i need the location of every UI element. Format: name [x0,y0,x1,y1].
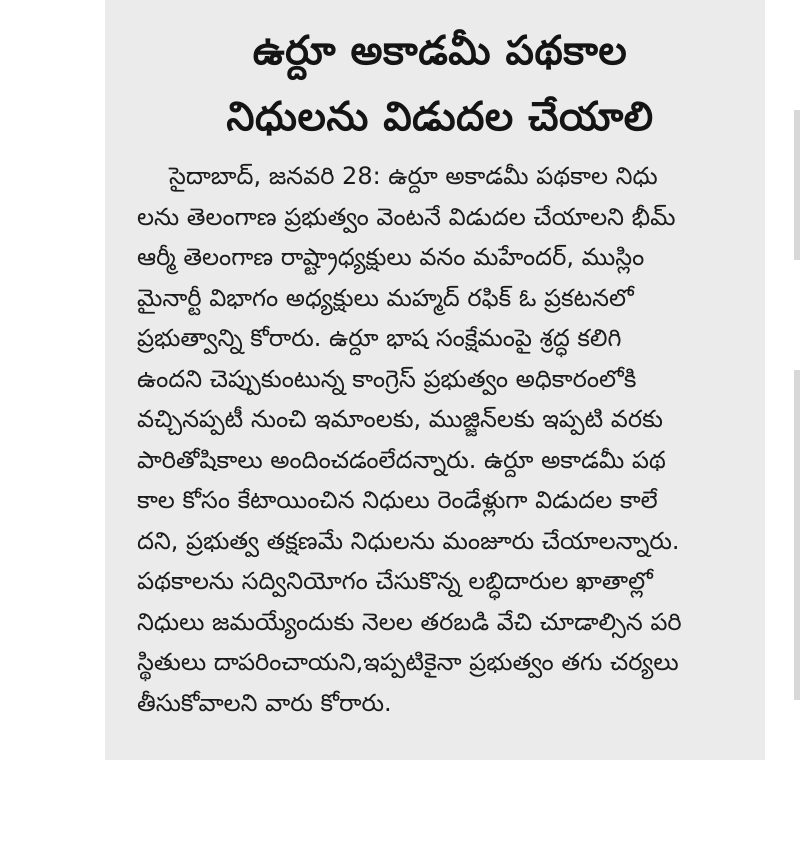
headline-line-1: ఉర్దూ అకాడమీ పథకాల [252,28,628,74]
body-line: సైదాబాద్, జనవరి 28: ఉర్దూ అకాడమీ పథకాల నిధు [169,162,658,190]
body-line: కాల కోసం కేటాయించిన నిధులు రెండేళ్లుగా విడుదల కాలే [137,486,658,514]
news-clipping [105,0,765,760]
body-line: దని, ప్రభుత్వ తక్షణమే నిధులను మంజూరు చేయాలన్నారు. [137,526,680,555]
body-line: స్థితులు దాపరించాయని,ఇప్పటికైనా ప్రభుత్వం తగు చర్యలు [137,648,679,676]
body-line: ఆర్మీ తెలంగాణ రాష్ట్రాధ్యక్షులు వనం మహేందర్, ముస్లిం [137,243,645,271]
article-body [137,156,743,723]
body-line: ప్రభుత్వాన్ని కోరారు. ఉర్దూ భాష సంక్షేమంపై శ్రద్ధ కలిగి [137,324,622,352]
body-line: పథకాలను సద్వినియోగం చేసుకొన్న లబ్ధిదారుల ఖాతాల్లో [137,567,653,595]
page-edge-mark [794,110,800,260]
body-line: మైనార్టీ విభాగం అధ్యక్షులు మహ్మద్ రఫిక్ ఓ ప్రకటనలో [137,283,634,312]
body-line: వచ్చినప్పటీ నుంచి ఇమాంలకు, ముజ్జిన్‌లకు ఇప్పటి వరకు [137,405,663,433]
headline-line-2: నిధులను విడుదల చేయాలి [226,94,654,140]
body-line: తీసుకోవాలని వారు కోరారు. [137,688,392,717]
body-line: లను తెలంగాణ ప్రభుత్వం వెంటనే విడుదల చేయాలని భీమ్ [137,202,676,231]
page-edge-mark [794,370,800,700]
headline [137,18,743,150]
body-line: ఉందని చెప్పుకుంటున్న కాంగ్రెస్ ప్రభుత్వం అధికారంలోకి [137,364,637,393]
body-line: పారితోషికాలు అందించడంలేదన్నారు. ఉర్దూ అకాడమీ పథ [137,445,666,474]
body-line: నిధులు జమయ్యేందుకు నెలల తరబడి వేచి చూడాల్సిన పరి [137,607,682,636]
